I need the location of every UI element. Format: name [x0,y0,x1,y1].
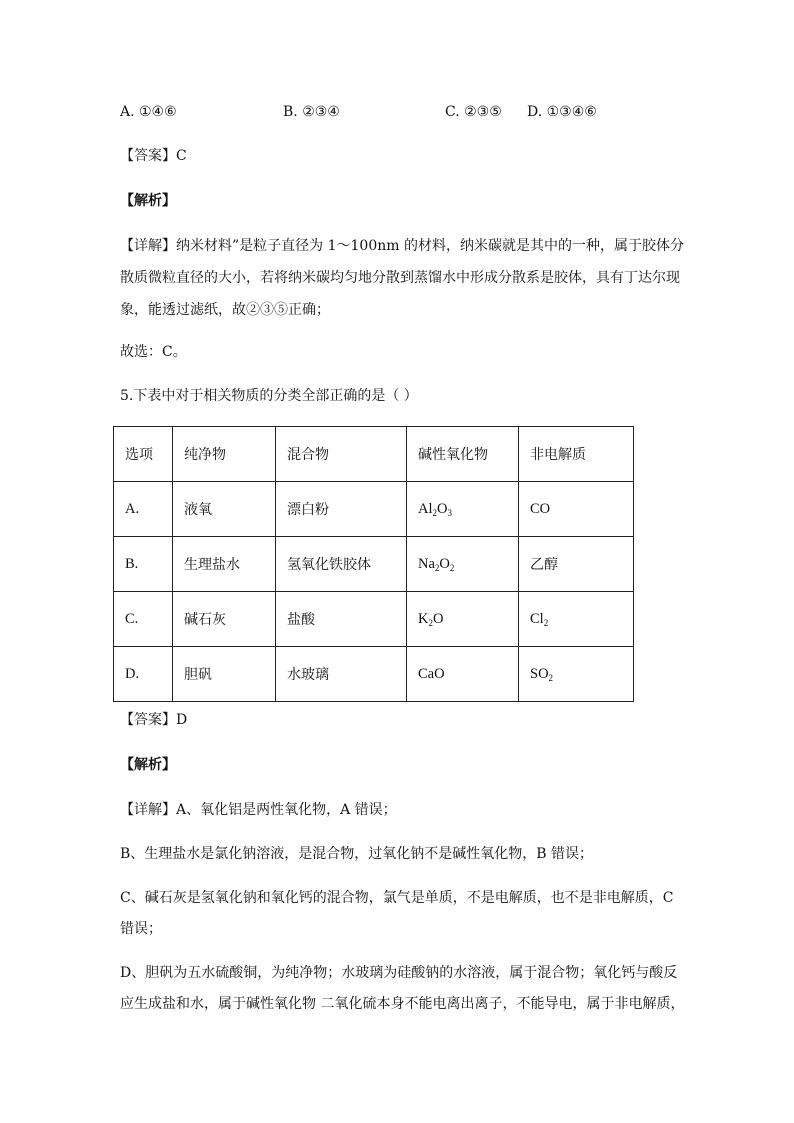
row-basic-oxide [407,482,519,537]
q5-detail-line-5: D、胆矾为五水硫酸铜，为纯净物；水玻璃为硅酸钠的水溶液，属于混合物；氧化钙与酸反 [120,965,678,981]
table-row [114,537,634,592]
row-option: B. [114,537,173,592]
option-d: D. ①③④⑥ [527,104,597,120]
header-cell-mixture: 混合物 [276,427,407,482]
row-pure: 生理盐水 [173,537,276,592]
formula-subscript: 2 [432,507,437,518]
formula-subscript: 2 [449,562,455,573]
q5-detail-line-1: 【详解】A、氧化铝是两性氧化物，A 错误； [120,802,397,818]
q5-detail-line-3: C、碱石灰是氢氧化钠和氧化钙的混合物，氯气是单质，不是电解质，也不是非电解质，C [120,890,674,906]
formula-part: Al [418,500,433,517]
formula-part: Cl [530,610,544,627]
q4-answer: 【答案】C [120,148,187,164]
row-pure: 胆矾 [173,647,276,702]
formula-part: CO [530,500,551,517]
q5-analysis-heading: 【解析】 [120,757,176,773]
q4-detail-line-3: 象，能透过滤纸，故②③⑤正确； [120,302,330,318]
q5-question: 5.下表中对于相关物质的分类全部正确的是（ ） [120,388,418,404]
row-non-electrolyte [519,482,634,537]
table-row [114,592,634,647]
row-pure: 液氧 [173,482,276,537]
classification-table [113,426,634,702]
row-pure: 碱石灰 [173,592,276,647]
row-option: C. [114,592,173,647]
option-a: A. ①④⑥ [120,104,177,120]
row-mixture: 水玻璃 [276,647,407,702]
formula-subscript: 3 [447,507,452,518]
row-mixture: 漂白粉 [276,482,407,537]
row-basic-oxide [407,647,519,702]
formula-subscript: 2 [548,672,554,683]
q5-detail-line-6: 应生成盐和水，属于碱性氧化物 二氧化硫本身不能电离出离子，不能导电，属于非电解质， [120,996,685,1012]
formula-part: O [437,500,448,517]
row-non-electrolyte [519,647,634,702]
table-row [114,647,634,702]
header-cell-option: 选项 [114,427,173,482]
table-row [114,482,634,537]
option-b: B. ②③④ [283,104,340,120]
formula-subscript: 2 [434,562,440,573]
q4-detail-line-1: 【详解】纳米材料”是粒子直径为 1～100nm 的材料，纳米碳就是其中的一种，属于胶体分 [120,238,684,254]
q4-detail-line-2: 散质微粒直径的大小，若将纳米碳均匀地分散到蒸馏水中形成分散系是胶体，具有丁达尔现 [120,270,680,286]
row-non-electrolyte [519,537,634,592]
q5-detail-line-4: 错误； [120,921,162,937]
row-option: D. [114,647,173,702]
row-non-electrolyte [519,592,634,647]
row-basic-oxide [407,592,519,647]
formula-subscript: 2 [428,617,433,628]
header-cell-pure: 纯净物 [173,427,276,482]
formula-part: Na [418,555,435,572]
formula-part: K [418,610,429,627]
q4-analysis-heading: 【解析】 [120,193,176,209]
q4-conclusion: 故选：C。 [120,344,187,360]
row-basic-oxide [407,537,519,592]
q5-detail-line-2: B、生理盐水是氯化钠溶液，是混合物，过氧化钠不是碱性氧化物，B 错误； [120,846,594,862]
row-mixture: 盐酸 [276,592,407,647]
header-cell-basic-oxide: 碱性氧化物 [407,427,519,482]
formula-part: 乙醇 [530,557,558,573]
q5-answer: 【答案】D [120,712,188,728]
formula-part: O [432,610,444,627]
header-cell-non-electrolyte: 非电解质 [519,427,634,482]
row-mixture: 氢氧化铁胶体 [276,537,407,592]
option-c: C. ②③⑤ [445,104,502,120]
formula-part: O [439,555,450,572]
row-option: A. [114,482,173,537]
table-header-row [114,427,634,482]
formula-subscript: 2 [543,617,549,628]
formula-part: CaO [418,665,445,682]
formula-part: SO [530,665,549,682]
